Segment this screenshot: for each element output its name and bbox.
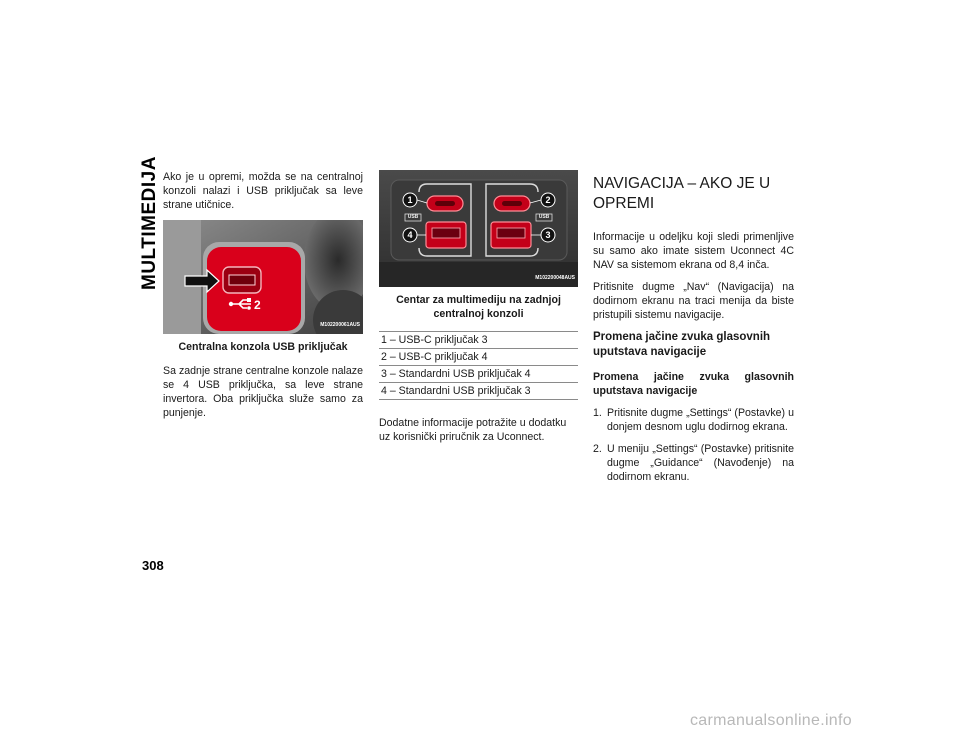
legend-item: 2 – USB-C priključak 4	[379, 349, 578, 366]
console-usb-illustration	[163, 220, 363, 334]
procedure-heading: Promena jačine zvuka glasovnih uputstava navigacije	[593, 371, 794, 397]
callout-4: 4	[407, 230, 413, 240]
list-item	[593, 406, 794, 434]
figure-code: M102200048AUS	[535, 275, 575, 281]
figure-caption: Centar za multimediju na zadnjoj centralnoj konzoli	[396, 294, 561, 320]
rear-console-usb-figure	[379, 170, 578, 287]
subheading: Promena jačine zvuka glasovnih uputstava navigacije	[593, 331, 771, 358]
step-number: 1.	[593, 407, 602, 419]
step-number: 2.	[593, 443, 602, 455]
usb-label-left: USB	[407, 214, 419, 220]
figure-code: M102200061AUS	[320, 322, 360, 328]
callout-2: 2	[545, 195, 551, 205]
watermark: carmanualsonline.info	[690, 712, 852, 729]
paragraph: Sa zadnje strane centralne konzole nalaze se 4 USB priključka, sa leve strane invertora. Oba priključka služe samo za punjenje.	[163, 365, 363, 419]
page-number: 308	[142, 558, 164, 573]
callout-1: 1	[407, 195, 413, 205]
usb-label-right: USB	[538, 214, 550, 220]
legend-item: 4 – Standardni USB priključak 3	[381, 385, 531, 397]
section-side-tab: MULTIMEDIJA	[139, 156, 160, 290]
figure-legend	[379, 331, 578, 400]
port-number-label: 2	[254, 298, 261, 312]
column-middle	[379, 170, 578, 452]
legend-item: 1 – USB-C priključak 3	[379, 332, 578, 349]
column-left	[163, 170, 363, 428]
paragraph: Ako je u opremi, možda se na centralnoj konzoli nalazi i USB priključak sa leve strane utičnice.	[163, 171, 363, 211]
section-heading: NAVIGACIJA – AKO JE U OPREMI	[593, 175, 771, 212]
figure-caption: Centralna konzola USB priključak	[178, 341, 348, 353]
paragraph: Dodatne informacije potražite u dodatku uz korisnički priručnik za Uconnect.	[379, 417, 567, 443]
steps-list	[593, 406, 794, 484]
legend-item: 3 – Standardni USB priključak 4	[379, 366, 578, 383]
paragraph: Informacije u odeljku koji sledi primenljive su samo ako imate sistem Uconnect 4C NAV sa sistemom ekrana od 8,4 inča.	[593, 231, 794, 271]
step-text: Pritisnite dugme „Settings“ (Postavke) u donjem desnom uglu dodirnog ekrana.	[607, 407, 794, 433]
paragraph: Pritisnite dugme „Nav“ (Navigacija) na dodirnom ekranu na traci menija da biste pristupili sistemu navigacije.	[593, 281, 794, 321]
column-right	[593, 170, 794, 492]
step-text: U meniju „Settings“ (Postavke) pritisnite dugme „Guidance“ (Navođenje) na dodirnom ekranu.	[607, 443, 794, 483]
callout-3: 3	[545, 230, 551, 240]
list-item	[593, 442, 794, 484]
console-usb-figure	[163, 220, 363, 334]
